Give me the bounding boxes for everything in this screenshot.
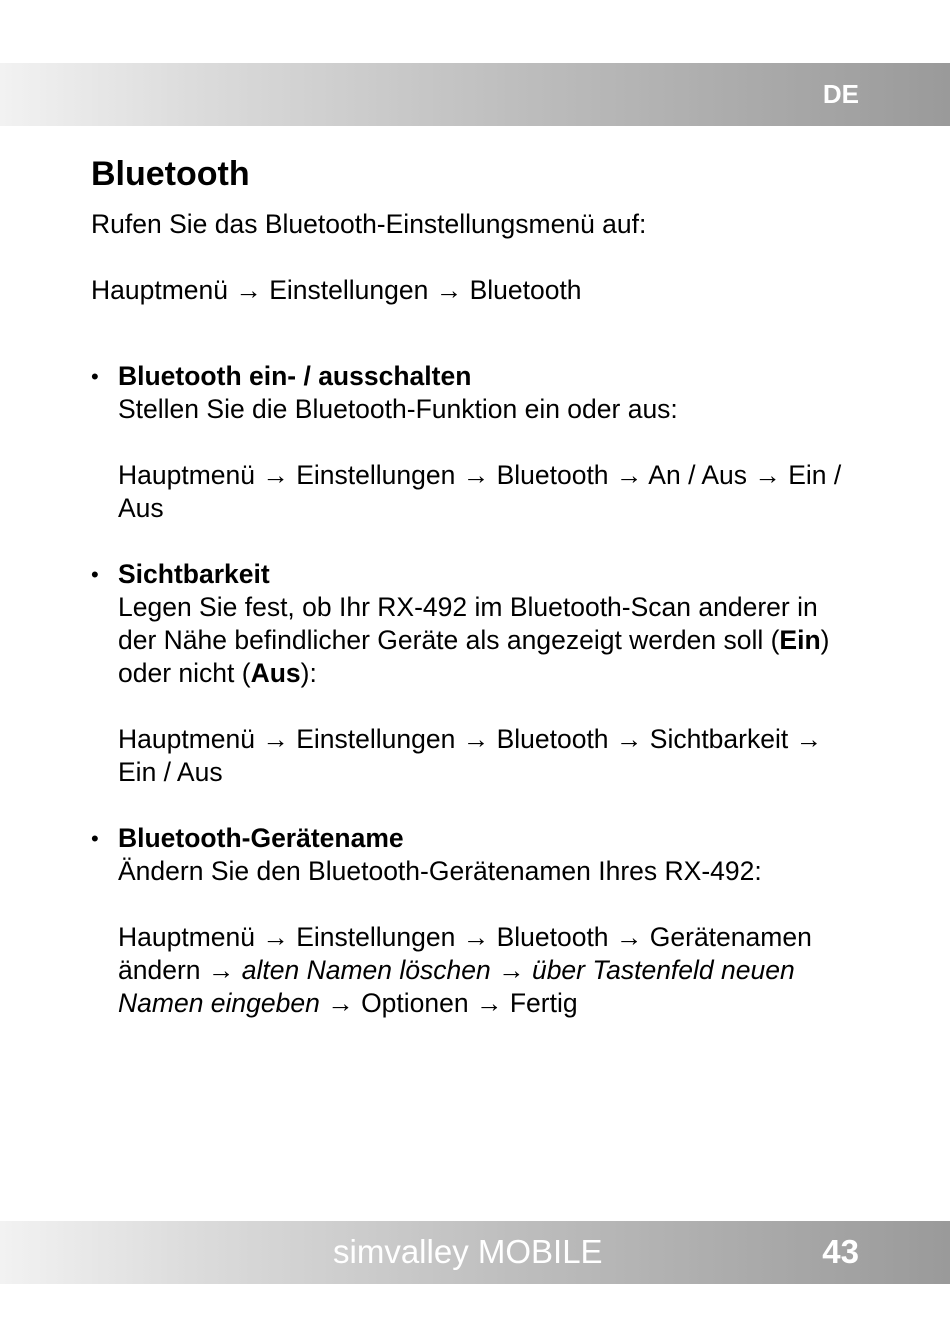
header-band xyxy=(0,63,950,126)
item-title: Sichtbarkeit xyxy=(118,559,270,589)
list-item-visibility xyxy=(91,558,861,789)
item-description: Stellen Sie die Bluetooth-Funktion ein oder aus: xyxy=(118,394,678,424)
item-menu-path: Hauptmenü → Einstellungen → Bluetooth → Gerätenamen ändern → alten Namen löschen → über Tastenfeld neuen Namen eingeben → Optionen → Fertig xyxy=(118,922,812,1018)
option-off: Aus xyxy=(250,658,301,688)
bullet-icon: • xyxy=(91,826,99,851)
bullet-icon: • xyxy=(91,364,99,389)
bullet-icon: • xyxy=(91,562,99,587)
list-item-bluetooth-toggle xyxy=(91,360,861,525)
list-item-device-name xyxy=(91,822,861,1020)
item-description: Legen Sie fest, ob Ihr RX-492 im Bluetooth-Scan anderer in der Nähe befindlicher Geräte als angezeigt werden soll (Ein) oder nicht (Aus): xyxy=(118,592,830,688)
section-intro: Rufen Sie das Bluetooth-Einstellungsmenü auf: xyxy=(91,209,647,239)
item-description: Ändern Sie den Bluetooth-Gerätenamen Ihres RX-492: xyxy=(118,856,762,886)
option-on: Ein xyxy=(779,625,821,655)
page-content xyxy=(91,152,861,1020)
section-menu-path: Hauptmenü → Einstellungen → Bluetooth xyxy=(91,275,582,305)
brand-name: simvalley MOBILE xyxy=(333,1233,603,1270)
item-title: Bluetooth-Gerätename xyxy=(118,823,404,853)
item-menu-path: Hauptmenü → Einstellungen → Bluetooth → Sichtbarkeit → Ein / Aus xyxy=(118,724,823,787)
item-title: Bluetooth ein- / ausschalten xyxy=(118,361,472,391)
step-delete-old-name: alten Namen löschen xyxy=(241,955,491,985)
section-title: Bluetooth xyxy=(91,155,250,193)
settings-list xyxy=(91,360,861,1020)
page-number: 43 xyxy=(822,1233,859,1270)
language-label: DE xyxy=(822,79,859,109)
step-enter-new-name: über Tastenfeld neuen Namen eingeben xyxy=(118,955,795,1018)
footer-band xyxy=(0,1221,950,1284)
item-menu-path: Hauptmenü → Einstellungen → Bluetooth → An / Aus → Ein / Aus xyxy=(118,460,842,523)
